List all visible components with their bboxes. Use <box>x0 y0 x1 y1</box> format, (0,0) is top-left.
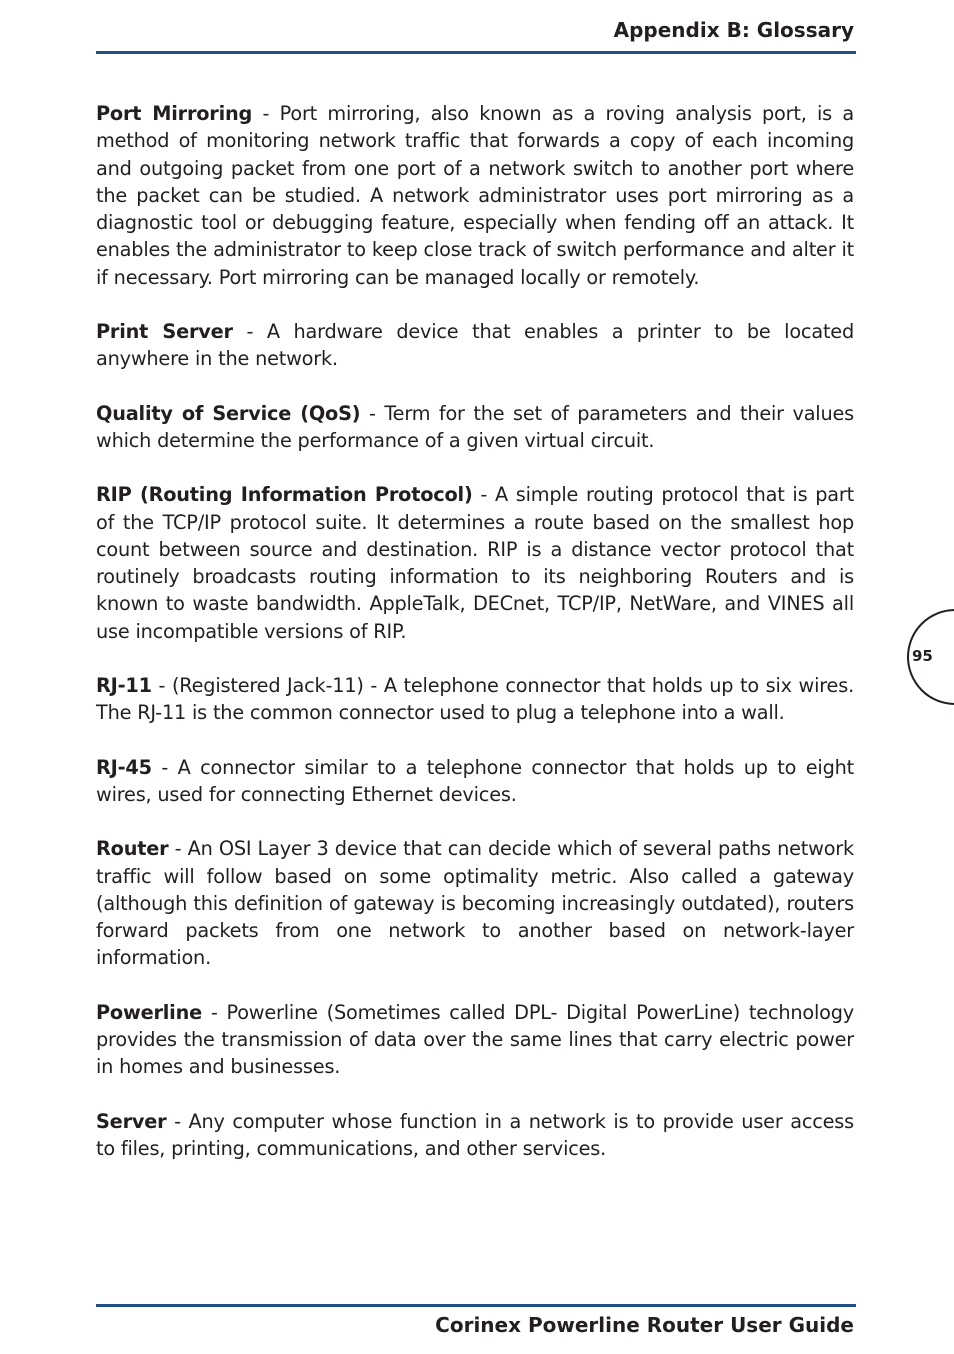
glossary-entry-router <box>96 835 854 971</box>
glossary-definition: - Powerline (Sometimes called DPL- Digital PowerLine) technology provides the transmission of data over the same lines that carry electric power in homes and businesses. <box>96 1000 854 1079</box>
page-footer-title: Corinex Powerline Router User Guide <box>435 1313 854 1337</box>
glossary-entry-port-mirroring <box>96 100 854 291</box>
glossary-entry-powerline <box>96 999 854 1081</box>
footer-rule <box>96 1304 856 1307</box>
glossary-entry-rj-45 <box>96 754 854 809</box>
glossary-term: Print Server <box>96 320 233 344</box>
glossary-definition: - An OSI Layer 3 device that can decide which of several paths network traffic will follow based on some optimality metric. Also called a gateway (although this definition of gateway is becoming increasingly outdated), routers forward packets from one network to another based on network-layer information. <box>96 837 854 970</box>
glossary-term: Quality of Service (QoS) <box>96 401 361 425</box>
glossary-entry-print-server <box>96 318 854 373</box>
glossary-definition: - Any computer whose function in a network is to provide user access to files, printing, communications, and other services. <box>96 1109 854 1160</box>
glossary-entry-rip <box>96 481 854 645</box>
glossary-term: Port Mirroring <box>96 102 253 125</box>
glossary-definition: - A hardware device that enables a printer to be located anywhere in the network. <box>96 320 855 371</box>
glossary-definition: - A connector similar to a telephone connector that holds up to eight wires, used for connecting Ethernet devices. <box>96 755 854 806</box>
glossary-entry-rj-11 <box>96 672 854 727</box>
glossary-definition: - A simple routing protocol that is part of the TCP/IP protocol suite. It determines a route based on the smallest hop count between source and destination. RIP is a distance vector protocol that routinely broadcasts routing information to its neighboring Routers and is known to waste bandwidth. AppleTalk, DECnet, TCP/IP, NetWare, and VINES all use incompatible versions of RIP. <box>96 483 854 643</box>
page-header-title: Appendix B: Glossary <box>613 18 854 42</box>
glossary-definition: - (Registered Jack-11) - A telephone connector that holds up to six wires. The RJ-11 is the common connector used to plug a telephone into a wall. <box>96 674 854 725</box>
glossary-term: RJ-11 <box>96 674 152 698</box>
glossary-term: RJ-45 <box>96 755 152 779</box>
glossary-entry-qos <box>96 400 854 455</box>
glossary-definition: - Port mirroring, also known as a roving analysis port, is a method of monitoring network traffic that forwards a copy of each incoming and outgoing packet from one port of a network switch to another port where the packet can be studied. A network administrator uses port mirroring as a diagnostic tool or debugging feature, especially when fending off an attack. It enables the administrator to keep close track of switch performance and alter it if necessary. Port mirroring can be managed locally or remotely. <box>96 102 854 289</box>
glossary-term: Server <box>96 1109 167 1133</box>
glossary-entry-server <box>96 1108 854 1163</box>
glossary-definition: - Term for the set of parameters and their values which determine the performance of a given virtual circuit. <box>96 401 854 452</box>
glossary-term: Powerline <box>96 1000 202 1024</box>
header-rule <box>96 51 856 54</box>
glossary-content <box>96 100 854 1189</box>
page-number: 95 <box>912 647 933 665</box>
glossary-term: RIP (Routing Information Protocol) <box>96 483 473 507</box>
glossary-term: Router <box>96 837 169 861</box>
